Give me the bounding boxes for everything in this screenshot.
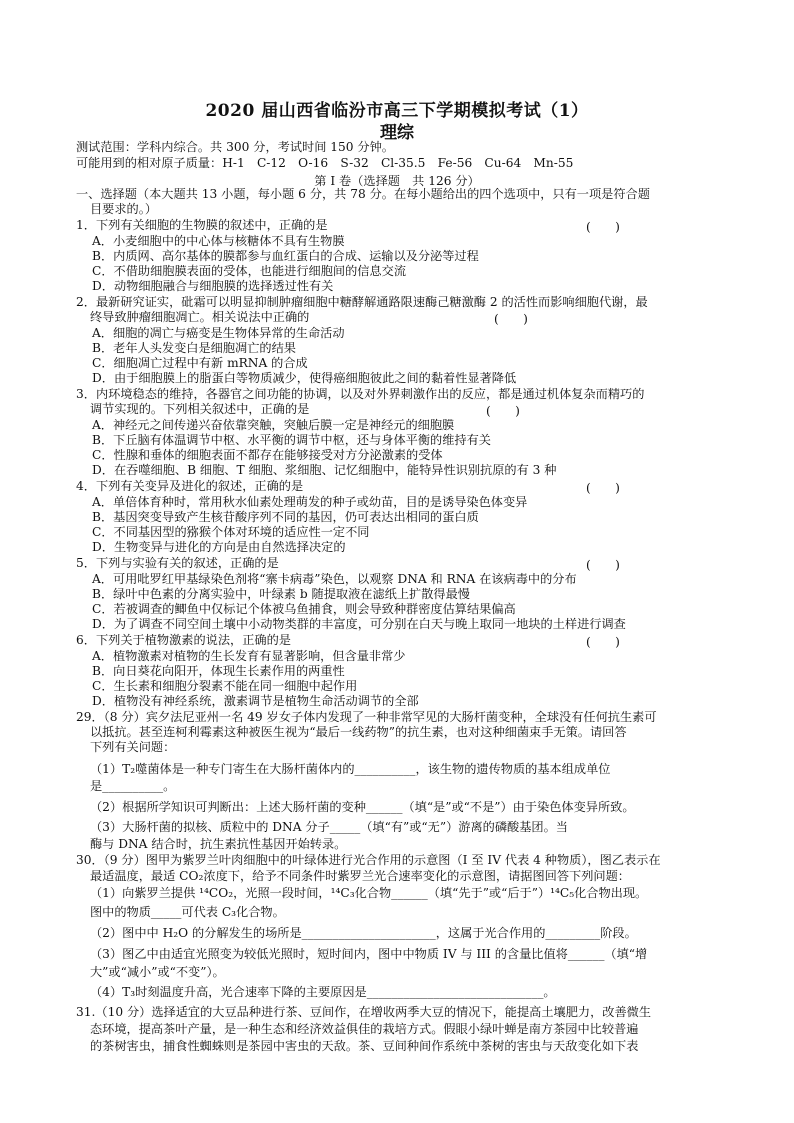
q2-option-c: C．细胞凋亡过程中有新 mRNA 的合成 [92, 356, 308, 370]
q1-stem: 1．下列有关细胞的生物膜的叙述中，正确的是 [76, 218, 328, 232]
q6-answer-blank: ( ) [586, 635, 620, 649]
q31-line-1: 31.（10 分）选择适宜的大豆品种进行茶、豆间作，在增收两季大豆的情况下，能提高土壤肥力，改善微生 [76, 1005, 652, 1019]
exam-subtitle: 理综 [380, 123, 414, 143]
q6-option-b: B．向日葵花向阳开，体现生长素作用的两重性 [92, 664, 345, 678]
q2-stem-line-1: 2．最新研究证实，砒霜可以明显抑制肿瘤细胞中糖酵解通路限速酶己糖激酶 2 的活性而影响细胞代谢，最 [76, 295, 648, 309]
q1-option-c: C．不借助细胞膜表面的受体，也能进行细胞间的信息交流 [92, 264, 407, 278]
q6-option-c: C．生长素和细胞分裂素不能在同一细胞中起作用 [92, 679, 358, 693]
q5-option-a: A．可用吡罗红甲基绿染色剂将“寨卡病毒”染色，以观察 DNA 和 RNA 在该病毒中的分布 [92, 572, 577, 586]
q4-answer-blank: ( ) [586, 481, 620, 495]
q4-stem: 4．下列有关变异及进化的叙述，正确的是 [76, 479, 304, 493]
q4-option-d: D．生物变异与进化的方向是由自然选择决定的 [92, 540, 346, 554]
q30-line-2: 最适温度，最适 CO₂浓度下，给予不同条件时紫罗兰光合速率变化的示意图，请据图回答下列问题： [90, 869, 630, 883]
q29-part-3a: （3）大肠杆菌的拟核、质粒中的 DNA 分子_____（填“有”或“无”）游离的磷酸基团。当 [90, 820, 568, 834]
q29-part-1a: （1）T₂噬菌体是一种专门寄生在大肠杆菌体内的__________，该生物的遗传物质的基本组成单位 [90, 762, 611, 776]
section-heading: 第 I 卷（选择题 共 126 分） [314, 174, 480, 188]
q3-option-d: D．在吞噬细胞、B 细胞、T 细胞、浆细胞、记忆细胞中，能特异性识别抗原的有 3 种 [92, 463, 557, 477]
q2-option-a: A．细胞的凋亡与癌变是生物体异常的生命活动 [92, 326, 345, 340]
q5-option-b: B．绿叶中色素的分离实验中，叶绿素 b 随提取液在滤纸上扩散得最慢 [92, 587, 470, 601]
q4-option-b: B．基因突变导致产生核苷酸序列不同的基因，仍可表达出相同的蛋白质 [92, 510, 479, 524]
q6-option-a: A．植物激素对植物的生长发育有显著影响，但含量非常少 [92, 649, 406, 663]
exam-title: 2020 届山西省临汾市高三下学期模拟考试（1） [205, 101, 589, 121]
q6-stem: 6．下列关于植物激素的说法，正确的是 [76, 633, 291, 647]
q3-stem-line-1: 3．内环境稳态的维持，各器官之间功能的协调，以及对外界刺激作出的反应，都是通过机体复杂而精巧的 [76, 387, 645, 401]
q3-option-c: C．性腺和垂体的细胞表面不都存在能够接受对方分泌激素的受体 [92, 448, 443, 462]
q30-part-1b: 图中的物质_____可代表 C₃化合物。 [90, 905, 285, 919]
q4-option-c: C．不同基因型的猕猴个体对环境的适应性一定不同 [92, 525, 370, 539]
q2-option-d: D．由于细胞膜上的脂蛋白等物质减少，使得癌细胞彼此之间的黏着性显著降低 [92, 371, 517, 385]
q5-option-d: D．为了调查不同空间土壤中小动物类群的丰富度，可分别在白天与晚上取同一地块的土样进行调查 [92, 617, 626, 631]
instructions-line-1: 一、选择题（本大题共 13 小题，每小题 6 分，共 78 分。在每小题给出的四个选项中，只有一项是符合题 [76, 187, 650, 201]
q3-answer-blank: ( ) [486, 404, 520, 418]
atomic-masses: 可能用到的相对原子质量：H-1 C-12 O-16 S-32 Cl-35.5 Fe-56 Cu-64 Mn-55 [76, 156, 574, 170]
test-scope: 测试范围：学科内综合。共 300 分，考试时间 150 分钟。 [76, 140, 394, 154]
q30-part-3b: 大”或“减小”或“不变”）。 [90, 965, 225, 979]
q5-option-c: C．若被调查的鲫鱼中仅标记个体被乌鱼捕食，则会导致种群密度估算结果偏高 [92, 602, 516, 616]
q29-part-3b: 酶与 DNA 结合时，抗生素抗性基因开始转录。 [90, 837, 347, 851]
q30-part-3a: （3）图乙中由适宜光照变为较低光照时，短时间内，图中中物质 IV 与 III 的含量比值将______（填“增 [90, 947, 648, 961]
q2-answer-blank: ( ) [494, 312, 528, 326]
q5-stem: 5．下列与实验有关的叙述，正确的是 [76, 556, 279, 570]
q30-part-4: （4）T₃时刻温度升高，光合速率下降的主要原因是_____________________________。 [90, 985, 556, 999]
q29-part-1b: 是__________。 [90, 779, 176, 793]
q29-line-2: 以抵抗。甚至连柯利霉素这种被医生视为“最后一线药物”的抗生素，也对这种细菌束手无策。请回答 [90, 725, 627, 739]
q3-option-a: A．神经元之间传递兴奋依靠突触，突触后膜一定是神经元的细胞膜 [92, 418, 455, 432]
q5-answer-blank: ( ) [586, 558, 620, 572]
q4-option-a: A．单倍体育种时，常用秋水仙素处理萌发的种子或幼苗，目的是诱导染色体变异 [92, 495, 528, 509]
q29-line-1: 29．（8 分）宾夕法尼亚州一名 49 岁女子体内发现了一种非常罕见的大肠杆菌变种，全球没有任何抗生素可 [76, 710, 657, 724]
q2-option-b: B．老年人头发变白是细胞凋亡的结果 [92, 341, 296, 355]
q29-line-3: 下列有关问题： [90, 740, 176, 754]
q1-option-d: D．动物细胞融合与细胞膜的选择透过性有关 [92, 279, 334, 293]
q1-option-a: A．小麦细胞中的中心体与核糖体不具有生物膜 [92, 234, 345, 248]
q30-line-1: 30．（9 分）图甲为紫罗兰叶肉细胞中的叶绿体进行光合作用的示意图（I 至 IV 代表 4 种物质），图乙表示在 [76, 853, 661, 867]
q1-option-b: B．内质网、高尔基体的膜都参与血红蛋白的合成、运输以及分泌等过程 [92, 249, 479, 263]
q31-line-2: 态环境，提高茶叶产量，是一种生态和经济效益俱佳的栽培方式。假眼小绿叶蝉是南方茶园中比较普遍 [90, 1022, 639, 1036]
q30-part-2: （2）图中中 H₂O 的分解发生的场所是______________________，这属于光合作用的_________阶段。 [90, 926, 637, 940]
q1-answer-blank: ( ) [586, 220, 620, 234]
q3-stem-line-2: 调节实现的。下列相关叙述中，正确的是 [90, 402, 310, 416]
q30-part-1a: （1）向紫罗兰提供 ¹⁴CO₂，光照一段时间，¹⁴C₃化合物______（填“先于”或“后于”）¹⁴C₅化合物出现。 [90, 886, 648, 900]
q29-part-2: （2）根据所学知识可判断出：上述大肠杆菌的变种______（填“是”或“不是”）由于染色体变异所致。 [90, 800, 635, 814]
q2-stem-line-2: 终导致肿瘤细胞凋亡。相关说法中正确的 [90, 310, 310, 324]
q3-option-b: B．下丘脑有体温调节中枢、水平衡的调节中枢，还与身体平衡的维持有关 [92, 433, 491, 447]
q31-line-3: 的茶树害虫，捕食性蜘蛛则是茶园中害虫的天敌。茶、豆间种间作系统中茶树的害虫与天敌变化如下表 [90, 1039, 639, 1053]
q6-option-d: D．植物没有神经系统，激素调节是植物生命活动调节的全部 [92, 694, 419, 708]
instructions-line-2: 目要求的。） [90, 202, 158, 216]
